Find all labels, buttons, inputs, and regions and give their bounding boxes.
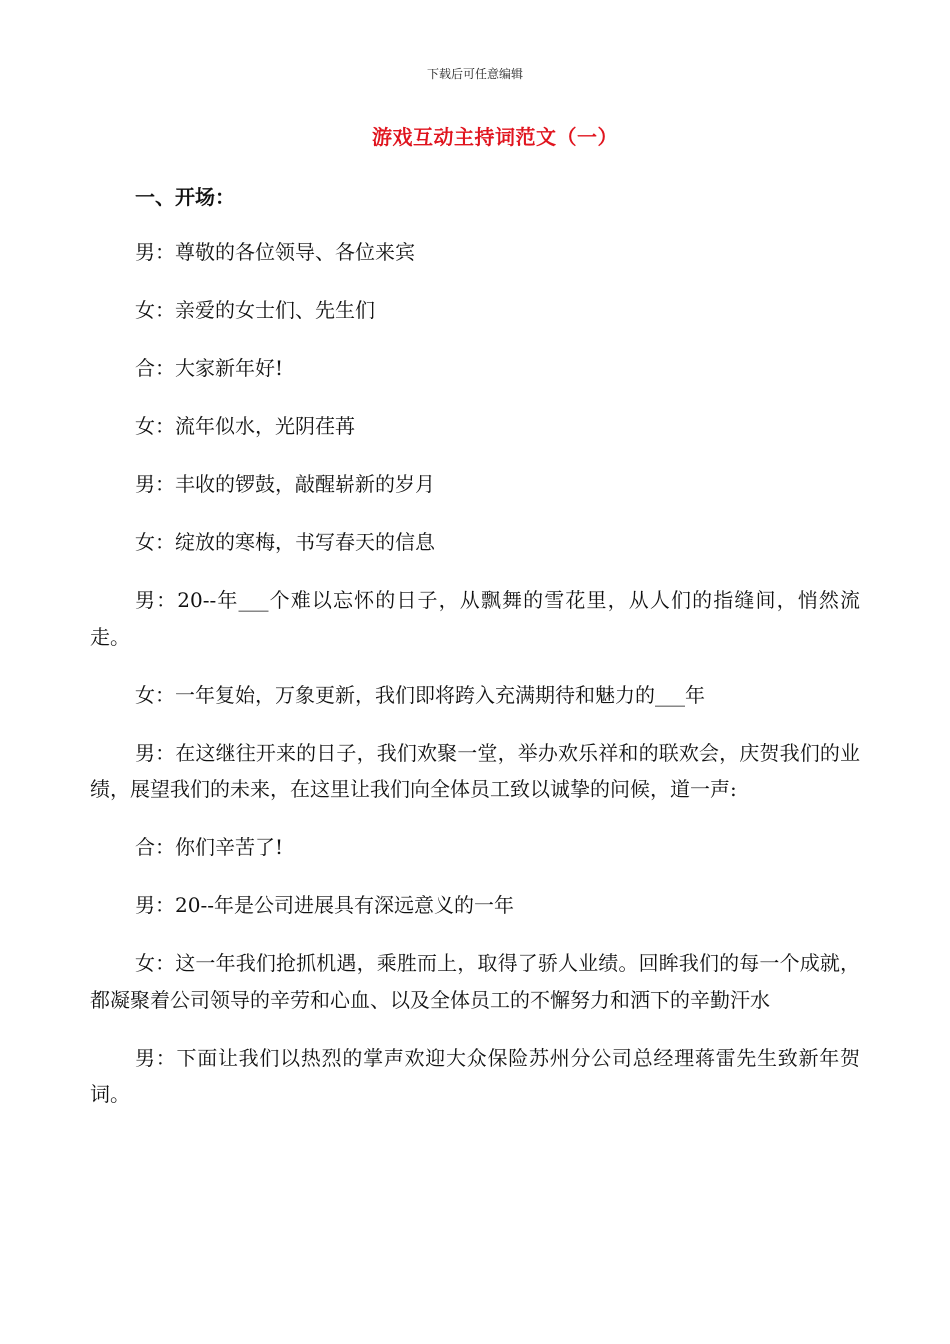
script-line: 女：流年似水，光阴荏苒: [135, 414, 355, 438]
script-line: 合：大家新年好!: [135, 356, 284, 380]
script-line: 女：一年复始，万象更新，我们即将跨入充满期待和魅力的___年: [135, 682, 705, 707]
script-line: 合：你们辛苦了!: [135, 835, 284, 859]
script-line: 女：绽放的寒梅，书写春天的信息: [135, 530, 435, 554]
script-line: 男：丰收的锣鼓，敲醒崭新的岁月: [135, 472, 435, 496]
script-body: [90, 234, 860, 1134]
script-line: 女：这一年我们抢抓机遇，乘胜而上，取得了骄人业绩。回眸我们的每一个成就，都凝聚着公司领导的辛劳和心血、以及全体员工的不懈努力和洒下的辛勤汗水: [90, 951, 860, 1012]
script-line: 男：20--年___个难以忘怀的日子，从飘舞的雪花里，从人们的指缝间，悄然流走。: [90, 588, 860, 649]
header-note: 下载后可任意编辑: [426, 67, 523, 81]
script-line: 男：20--年是公司进展具有深远意义的一年: [135, 893, 514, 917]
script-line: 女：亲爱的女士们、先生们: [135, 298, 375, 322]
script-line: 男：下面让我们以热烈的掌声欢迎大众保险苏州分公司总经理蒋雷先生致新年贺词。: [90, 1045, 860, 1106]
script-line: 男：在这继往开来的日子，我们欢聚一堂，举办欢乐祥和的联欢会，庆贺我们的业绩，展望我们的未来，在这里让我们向全体员工致以诚挚的问候，道一声:: [90, 740, 860, 801]
document-title: 游戏互动主持词范文（一）: [372, 125, 618, 149]
script-line: 男：尊敬的各位领导、各位来宾: [135, 240, 415, 264]
section-heading: 一、开场：: [135, 185, 235, 209]
